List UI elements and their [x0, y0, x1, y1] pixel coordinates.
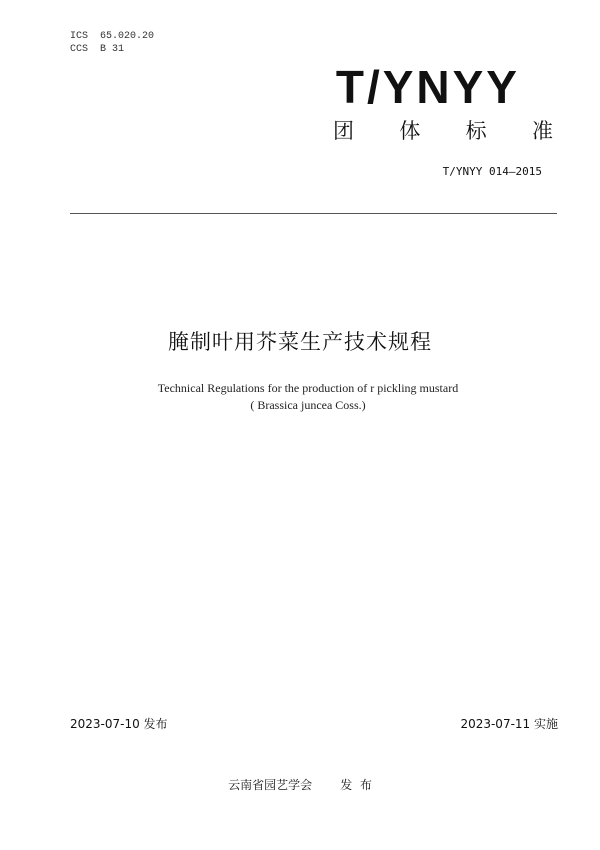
issuer: [0, 777, 600, 793]
standard-type-char: 准: [531, 119, 553, 143]
issuer-action: 发 布: [340, 778, 372, 792]
english-title: [0, 380, 600, 414]
standard-number: T/YNYY 014—2015: [442, 165, 542, 178]
implement-date: 2023-07-11 实施: [460, 717, 558, 731]
document-title: 腌制叶用芥菜生产技术规程: [168, 330, 432, 354]
ccs-code: CCS B 31: [70, 44, 125, 55]
english-title-line: ( Brassica juncea Coss.): [250, 398, 366, 412]
issuer-name: 云南省园艺学会: [228, 778, 313, 792]
standard-type-char: 体: [399, 119, 421, 143]
classification-codes: [70, 30, 154, 56]
ics-code: ICS 65.020.20: [70, 31, 155, 42]
standard-type-char: 标: [465, 119, 487, 143]
english-title-line: Technical Regulations for the production of r pickling mustard: [157, 381, 459, 395]
publish-date: 2023-07-10 发布: [70, 717, 168, 731]
standard-type-char: 团: [333, 119, 354, 143]
header-divider: [70, 213, 557, 214]
standard-type: [333, 117, 553, 145]
standard-logo: T/YNYY: [335, 61, 520, 113]
